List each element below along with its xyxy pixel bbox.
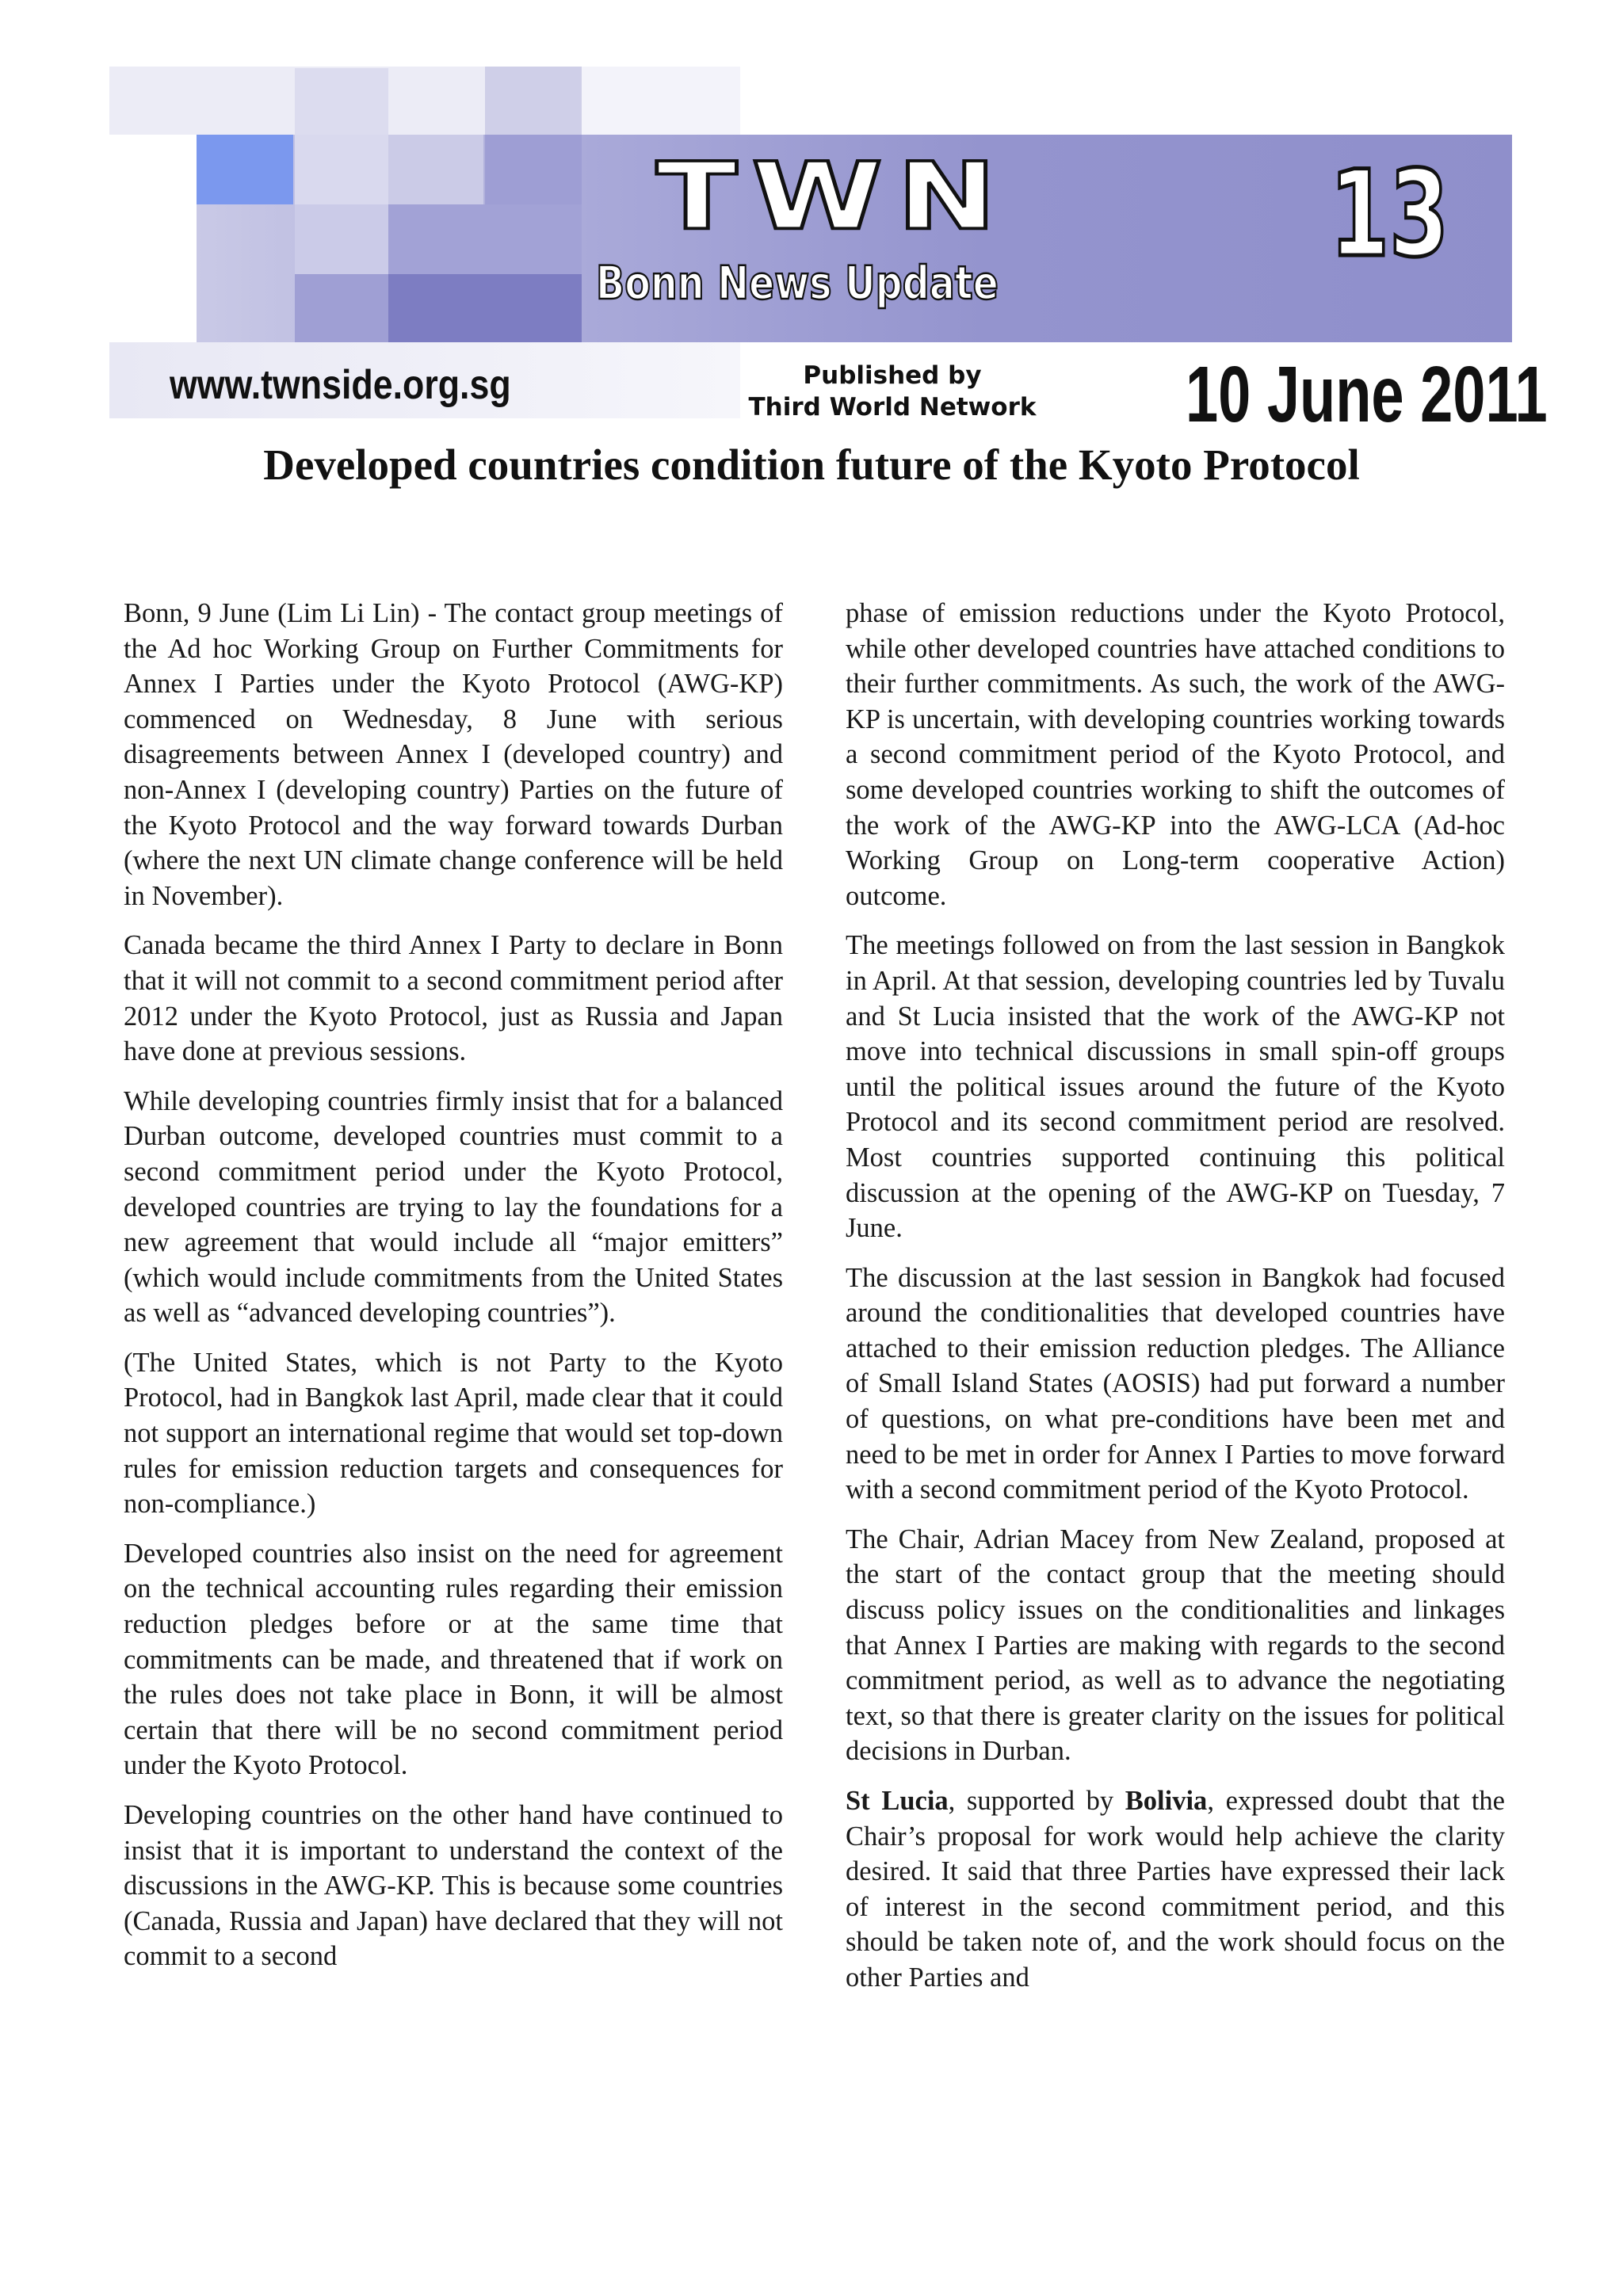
paragraph: phase of emission reductions under the Kyoto Protocol, while other developed countries have attached conditions to their further commitments. As such, the work of the AWG-KP is uncertain, with developing countries working towards a second commitment period of the Kyoto Protocol, and some developed countries working to shift the outcomes of the work of the AWG-KP into the AWG-LCA (Ad-hoc Working Group on Long-term cooperative Action) outcome. — [846, 598, 1505, 911]
banner-square — [295, 204, 388, 274]
masthead-banner — [0, 0, 1623, 439]
publication-subtitle: Bonn News Update — [596, 256, 999, 310]
published-by-label: Published by — [803, 361, 982, 390]
paragraph: Canada became the third Annex I Party to declare in Bonn that it will not commit to a second commitment period after 2012 under the Kyoto Protocol, just as Russia and Japan have done at previous sessions. — [124, 930, 783, 1067]
paragraph: The Chair, Adrian Macey from New Zealand, proposed at the start of the contact group that the meeting should discuss policy issues on the conditionalities and linkages that Annex I Parties are making with regards to the second commitment period, as well as to advance the negotiating text, so that there is greater clarity on the issues for political decisions in Durban. — [846, 1524, 1505, 1767]
banner-square — [197, 135, 293, 204]
banner-square — [388, 274, 582, 342]
paragraph: The discussion at the last session in Bangkok had focused around the conditionalities that developed countries have attached to their emission reduction pledges. The Alliance of Small Island States (AOSIS) had put forward a number of questions, on what pre-conditions have been met and need to be met in order for Annex I Parties to move forward with a second commitment period of the Kyoto Protocol. — [846, 1262, 1505, 1505]
paragraph: (The United States, which is not Party to the Kyoto Protocol, had in Bangkok last April, made clear that it could not support an international regime that would set top-down rules for emission reduction targets and consequences for non-compliance.) — [124, 1347, 783, 1520]
banner-square — [485, 67, 582, 136]
banner-square — [388, 204, 582, 274]
country-name: St Lucia — [846, 1786, 949, 1816]
issue-number: 13 — [1330, 146, 1449, 284]
website-link[interactable]: www.twnside.org.sg — [170, 362, 511, 408]
paragraph — [846, 1783, 1505, 1996]
banner-square — [485, 135, 582, 204]
article-headline: Developed countries condition future of the Kyoto Protocol — [263, 441, 1360, 489]
banner-square — [295, 68, 388, 136]
paragraph: Bonn, 9 June (Lim Li Lin) - The contact group meetings of the Ad hoc Working Group on Further Commitments for Annex I Parties under the Kyoto Protocol (AWG-KP) commenced on Wednesday, 8 June with serious disagreements between Annex I (developed country) and non-Annex I (developing country) Parties on the future of the Kyoto Protocol and the way forward towards Durban (where the next UN climate change conference will be held in November). — [124, 598, 783, 911]
country-name: Bolivia — [1125, 1786, 1208, 1816]
issue-date: 10 June 2011 — [1186, 350, 1548, 439]
banner-square — [582, 67, 740, 135]
banner-square — [295, 274, 388, 342]
left-column — [124, 596, 783, 1989]
paragraph: The meetings followed on from the last session in Bangkok in April. At that session, developing countries led by Tuvalu and St Lucia insisted that the work of the AWG-KP not move into technical discussions in small spin-off groups until the political issues around the future of the Kyoto Protocol and its second commitment period are resolved. Most countries supported continuing this political discussion at the opening of the AWG-KP on Tuesday, 7 June. — [846, 930, 1505, 1244]
paragraph: Developing countries on the other hand have continued to insist that it is important to understand the context of the discussions in the AWG-KP. This is because some countries (Canada, Russia and Japan) have declared that they will not commit to a second — [124, 1800, 783, 1972]
publisher-name: Third World Network — [748, 393, 1037, 421]
banner-square — [388, 135, 483, 204]
paragraph-text: , expressed doubt that the Chair’s proposal for work would help achieve the clarity desired. It said that three Parties have expressed their lack of interest in the second commitment period, and this should be taken note of, and the work should focus on the other Parties and — [846, 1786, 1505, 1993]
banner-square — [295, 135, 388, 204]
paragraph-text: , supported by — [948, 1786, 1125, 1816]
paragraph: While developing countries firmly insist that for a balanced Durban outcome, developed countries must commit to a second commitment period under the Kyoto Protocol, developed countries are trying to lay the foundations for a new agreement that would include all “major emitters” (which would include commitments from the United States as well as “advanced developing countries”). — [124, 1085, 783, 1329]
paragraph: Developed countries also insist on the need for agreement on the technical accounting rules regarding their emission reduction pledges before or at the same time that commitments can be made, and threatened that if work on the rules does not take place in Bonn, it will be almost certain that there will be no second commitment period under the Kyoto Protocol. — [124, 1538, 783, 1781]
right-column — [846, 596, 1505, 2010]
twn-logo: TWN — [656, 143, 1011, 251]
publisher-block — [734, 360, 1051, 423]
